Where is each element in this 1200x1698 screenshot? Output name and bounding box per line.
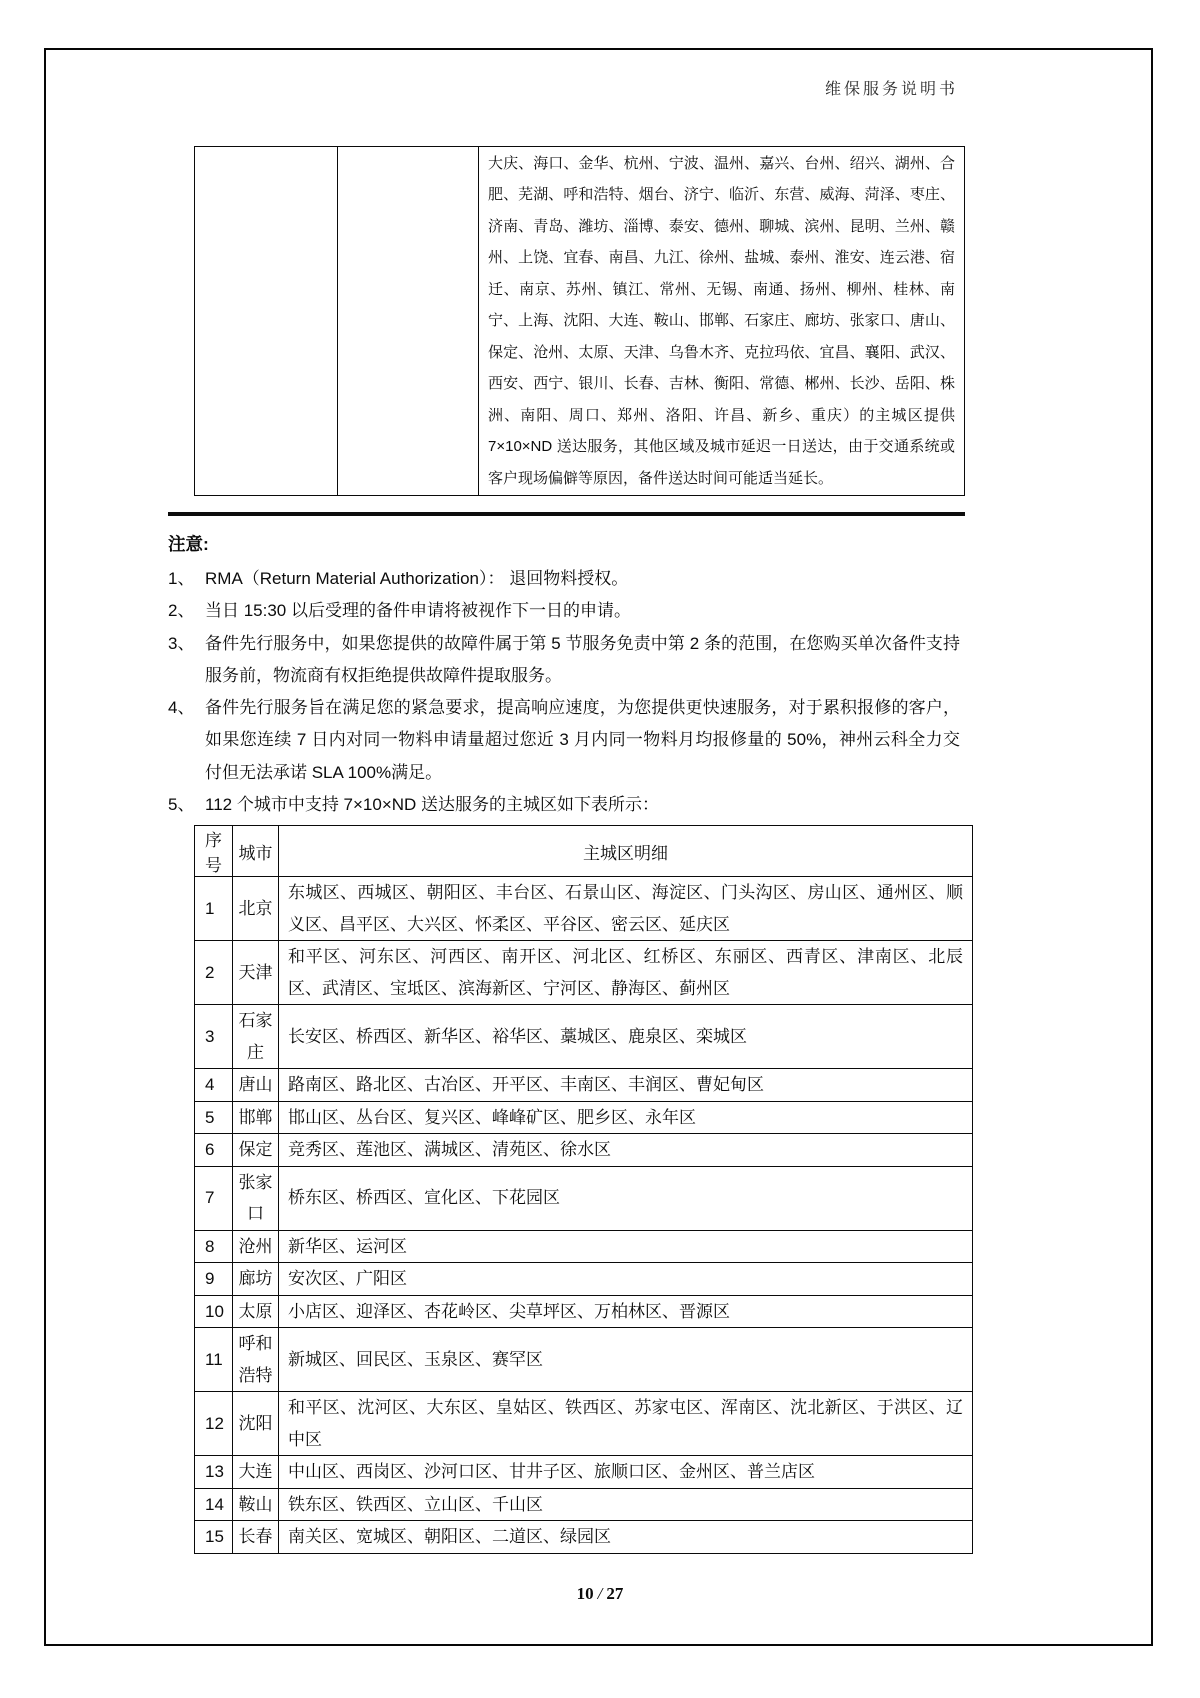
row-index-cell: 4 bbox=[195, 1069, 233, 1102]
document-header-title: 维保服务说明书 bbox=[824, 81, 958, 98]
table-row bbox=[195, 1456, 973, 1489]
row-index-cell: 10 bbox=[195, 1295, 233, 1328]
city-cell: 长春 bbox=[233, 1521, 279, 1554]
row-index-cell: 11 bbox=[195, 1328, 233, 1392]
table-row bbox=[195, 1488, 973, 1521]
row-index-cell: 15 bbox=[195, 1521, 233, 1554]
city-cell: 沧州 bbox=[233, 1230, 279, 1263]
districts-cell: 和平区、河东区、河西区、南开区、河北区、红桥区、东丽区、西青区、津南区、北辰区、武清区、宝坻区、滨海新区、宁河区、静海区、蓟州区 bbox=[279, 941, 973, 1005]
row-index-cell: 1 bbox=[195, 877, 233, 941]
main-districts-table bbox=[194, 825, 973, 1554]
table-row bbox=[195, 1328, 973, 1392]
districts-cell: 新城区、回民区、玉泉区、赛罕区 bbox=[279, 1328, 973, 1392]
notice-item bbox=[168, 563, 960, 595]
notice-heading: 注意: bbox=[168, 534, 209, 554]
city-cell: 邯郸 bbox=[233, 1101, 279, 1134]
table-row bbox=[195, 1521, 973, 1554]
districts-cell: 安次区、广阳区 bbox=[279, 1263, 973, 1296]
notice-item-number: 3、 bbox=[168, 633, 195, 653]
notice-item bbox=[168, 595, 960, 627]
districts-cell: 邯山区、丛台区、复兴区、峰峰矿区、肥乡区、永年区 bbox=[279, 1101, 973, 1134]
page-number-current: 10 bbox=[576, 1584, 594, 1603]
city-cell: 北京 bbox=[233, 877, 279, 941]
table-row bbox=[195, 877, 973, 941]
header-cell-index: 序号 bbox=[195, 826, 233, 877]
notice-item-text: 备件先行服务旨在满足您的紧急要求，提高响应速度，为您提供更快速服务，对于累积报修的客户，如果您连续 7 日内对同一物料申请量超过您近 3 月内同一物料月均报修量的 50%，神州云科全力交付但无法承诺 SLA 100%满足。 bbox=[205, 698, 960, 782]
notice-item-number: 2、 bbox=[168, 601, 195, 621]
delivery-cities-cell: 大庆、海口、金华、杭州、宁波、温州、嘉兴、台州、绍兴、湖州、合肥、芜湖、呼和浩特、烟台、济宁、临沂、东营、威海、菏泽、枣庄、济南、青岛、潍坊、淄博、泰安、德州、聊城、滨州、昆明、兰州、赣州、上饶、宜春、南昌、九江、徐州、盐城、泰州、淮安、连云港、宿迁、南京、苏州、镇江、常州、无锡、南通、扬州、柳州、桂林、南宁、上海、沈阳、大连、鞍山、邯郸、石家庄、廊坊、张家口、唐山、保定、沧州、太原、天津、乌鲁木齐、克拉玛依、宜昌、襄阳、武汉、西安、西宁、银川、长春、吉林、衡阳、常德、郴州、长沙、岳阳、株洲、南阳、周口、郑州、洛阳、许昌、新乡、重庆）的主城区提供 7×10×ND 送达服务，其他区域及城市延迟一日送达，由于交通系统或客户现场偏僻等原因，备件送达时间可能适当延长。 bbox=[479, 147, 965, 496]
districts-cell: 桥东区、桥西区、宣化区、下花园区 bbox=[279, 1166, 973, 1230]
notice-item bbox=[168, 692, 960, 789]
notice-item-text: 112 个城市中支持 7×10×ND 送达服务的主城区如下表所示： bbox=[205, 795, 660, 815]
table-row bbox=[195, 1263, 973, 1296]
city-cell: 唐山 bbox=[233, 1069, 279, 1102]
table-row bbox=[195, 1295, 973, 1328]
table-row bbox=[195, 1134, 973, 1167]
table-row bbox=[195, 1166, 973, 1230]
header-cell-city: 城市 bbox=[233, 826, 279, 877]
districts-cell: 长安区、桥西区、新华区、裕华区、藁城区、鹿泉区、栾城区 bbox=[279, 1005, 973, 1069]
row-index-cell: 13 bbox=[195, 1456, 233, 1489]
notice-section bbox=[168, 529, 960, 821]
empty-service-level-cell bbox=[338, 147, 479, 496]
spare-parts-delivery-table bbox=[194, 146, 965, 496]
districts-cell: 路南区、路北区、古冶区、开平区、丰南区、丰润区、曹妃甸区 bbox=[279, 1069, 973, 1102]
districts-cell: 小店区、迎泽区、杏花岭区、尖草坪区、万柏林区、晋源区 bbox=[279, 1295, 973, 1328]
page-number-total: 27 bbox=[606, 1584, 624, 1603]
header-cell-districts: 主城区明细 bbox=[279, 826, 973, 877]
table-row bbox=[195, 147, 965, 496]
notice-item-number: 5、 bbox=[168, 795, 195, 815]
notice-item-number: 4、 bbox=[168, 698, 195, 718]
districts-cell: 和平区、沈河区、大东区、皇姑区、铁西区、苏家屯区、浑南区、沈北新区、于洪区、辽中区 bbox=[279, 1392, 973, 1456]
city-cell: 太原 bbox=[233, 1295, 279, 1328]
city-cell: 鞍山 bbox=[233, 1488, 279, 1521]
city-cell: 大连 bbox=[233, 1456, 279, 1489]
row-index-cell: 2 bbox=[195, 941, 233, 1005]
row-index-cell: 3 bbox=[195, 1005, 233, 1069]
notice-item-number: 1、 bbox=[168, 569, 195, 588]
empty-service-type-cell bbox=[195, 147, 338, 496]
row-index-cell: 12 bbox=[195, 1392, 233, 1456]
districts-cell: 东城区、西城区、朝阳区、丰台区、石景山区、海淀区、门头沟区、房山区、通州区、顺义区、昌平区、大兴区、怀柔区、平谷区、密云区、延庆区 bbox=[279, 877, 973, 941]
notice-item-text: 当日 15:30 以后受理的备件申请将被视作下一日的申请。 bbox=[205, 601, 631, 621]
row-index-cell: 6 bbox=[195, 1134, 233, 1167]
row-index-cell: 9 bbox=[195, 1263, 233, 1296]
row-index-cell: 14 bbox=[195, 1488, 233, 1521]
row-index-cell: 5 bbox=[195, 1101, 233, 1134]
table-row bbox=[195, 941, 973, 1005]
row-index-cell: 7 bbox=[195, 1166, 233, 1230]
districts-cell: 新华区、运河区 bbox=[279, 1230, 973, 1263]
table-row bbox=[195, 1069, 973, 1102]
row-index-cell: 8 bbox=[195, 1230, 233, 1263]
districts-cell: 铁东区、铁西区、立山区、千山区 bbox=[279, 1488, 973, 1521]
table-row bbox=[195, 1005, 973, 1069]
page-footer bbox=[0, 1584, 1200, 1604]
city-cell: 天津 bbox=[233, 941, 279, 1005]
notice-item-text: RMA（Return Material Authorization）： 退回物料授权。 bbox=[205, 569, 629, 588]
table-row bbox=[195, 1230, 973, 1263]
districts-table-header-row bbox=[195, 826, 973, 877]
table-row bbox=[195, 1392, 973, 1456]
table-row bbox=[195, 1101, 973, 1134]
notice-item-text: 备件先行服务中，如果您提供的故障件属于第 5 节服务免责中第 2 条的范围，在您购买单次备件支持服务前，物流商有权拒绝提供故障件提取服务。 bbox=[205, 633, 960, 685]
city-cell: 张家口 bbox=[233, 1166, 279, 1230]
districts-cell: 中山区、西岗区、沙河口区、甘井子区、旅顺口区、金州区、普兰店区 bbox=[279, 1456, 973, 1489]
page-number-separator: / bbox=[597, 1584, 603, 1603]
districts-cell: 竞秀区、莲池区、满城区、清苑区、徐水区 bbox=[279, 1134, 973, 1167]
districts-cell: 南关区、宽城区、朝阳区、二道区、绿园区 bbox=[279, 1521, 973, 1554]
city-cell: 廊坊 bbox=[233, 1263, 279, 1296]
city-cell: 保定 bbox=[233, 1134, 279, 1167]
city-cell: 呼和浩特 bbox=[233, 1328, 279, 1392]
city-cell: 石家庄 bbox=[233, 1005, 279, 1069]
notice-item bbox=[168, 628, 960, 693]
city-cell: 沈阳 bbox=[233, 1392, 279, 1456]
notice-item bbox=[168, 789, 960, 821]
table-bottom-rule bbox=[168, 512, 965, 516]
